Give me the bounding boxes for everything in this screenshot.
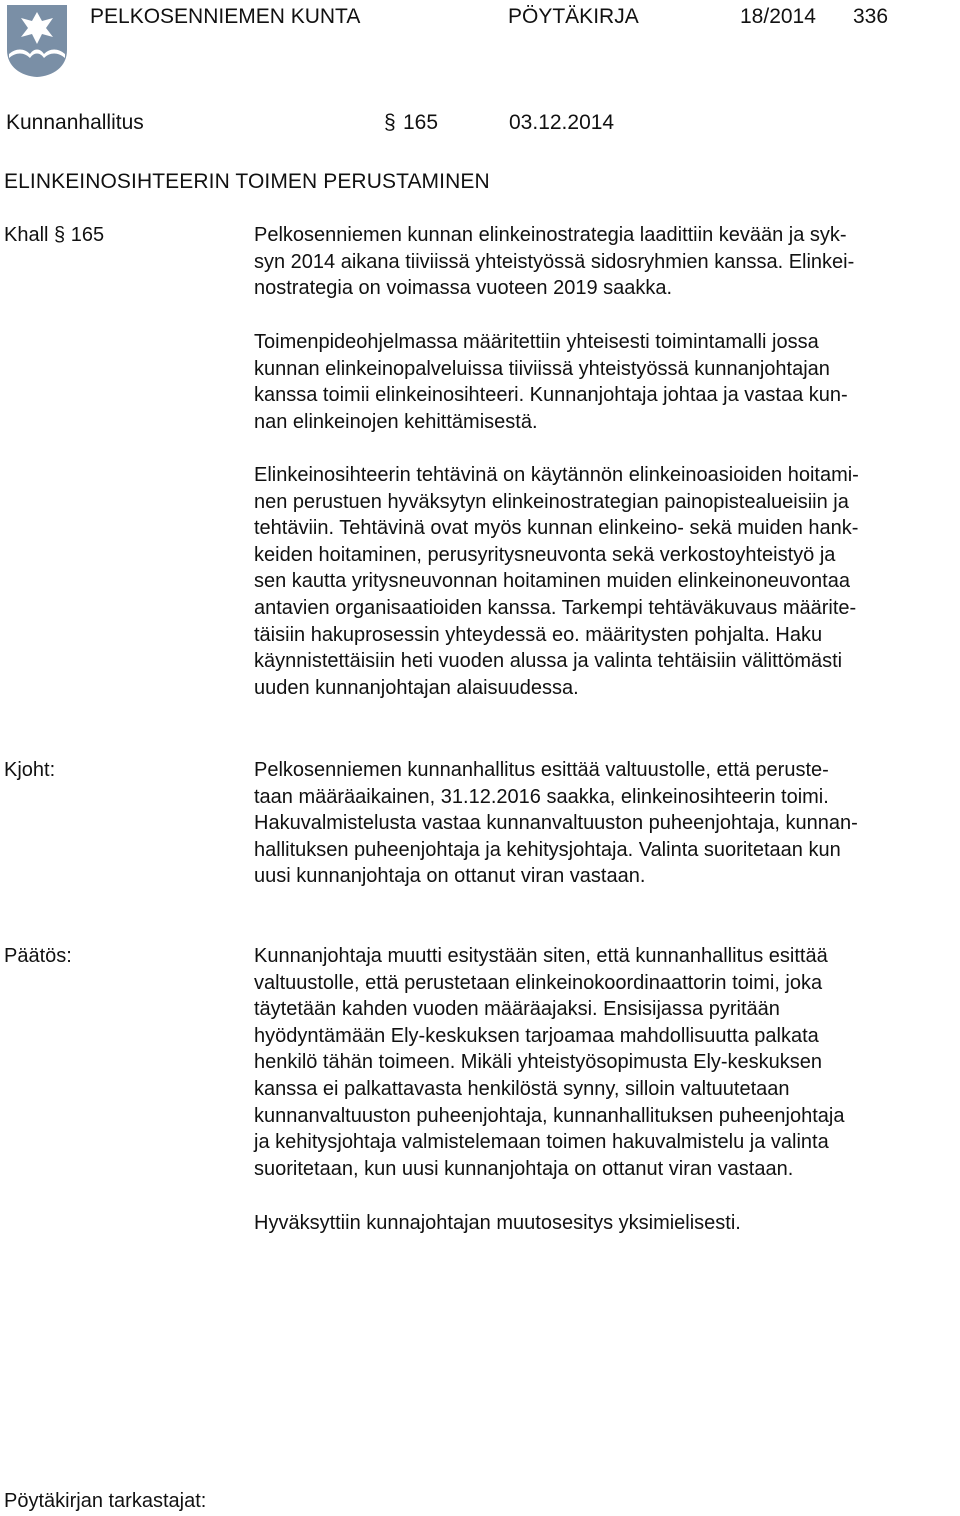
page-title: ELINKEINOSIHTEERIN TOIMEN PERUSTAMINEN — [4, 170, 490, 193]
section-symbol: § — [384, 111, 396, 134]
paatos-paragraph-1: Kunnanjohtaja muutti esitystään siten, että kunnanhallitus esittää valtuustolle, että perustetaan elinkeinokoordinaattorin toimi, joka täytetään kahden vuoden määräajaksi. Ensisijassa pyritään hyödyntämään Ely-keskuksen tarjoamaa mahdollisuutta palkata henkilö tähän toimeen. Mikäli yhteistyösopimusta Ely-keskuksen kanssa ei palkattavasta henkilöstä synny, silloin valtuutetaan kunnanvaltuuston puheenjohtaja, kunnanhallituksen puheenjohtaja ja kehitysjohtaja valmistelemaan toimen hakuvalmistelu ja valinta suoritetaan, kun uusi kunnanjohtaja on ottanut viran vastaan. — [254, 945, 845, 1180]
body-name: Kunnanhallitus — [6, 111, 144, 134]
paatos-paragraph-2: Hyväksyttiin kunnajohtajan muutosesitys yksimielisesti. — [254, 1212, 741, 1234]
header-municipality: PELKOSENNIEMEN KUNTA — [90, 5, 361, 28]
paatos-label: Päätös: — [4, 945, 72, 967]
section-number: 165 — [403, 111, 439, 134]
khall-paragraph-1: Pelkosenniemen kunnan elinkeinostrategia laadittiin kevään ja syk- syn 2014 aikana tiiviissä yhteistyössä sidosryhmien kanssa. Elinkei- nostrategia on voimassa vuoteen 2019 saakka. — [254, 224, 855, 300]
khall-label: Khall § 165 — [4, 224, 105, 246]
header-protocol-number: 18/2014 — [740, 5, 816, 28]
kjoht-label: Kjoht: — [4, 759, 56, 781]
khall-paragraph-2: Toimenpideohjelmassa määritettiin yhteisesti toimintamalli jossa kunnan elinkeinopalveluissa tiiviissä yhteistyössä kunnanjohtajan kanssa toimii elinkeinosihteeri. Kunnanjohtaja johtaa ja vastaa kun- nan elinkeinojen kehittämisestä. — [254, 331, 848, 433]
meeting-date: 03.12.2014 — [509, 111, 615, 134]
header-document-type: PÖYTÄKIRJA — [508, 5, 639, 28]
header-page-number: 336 — [853, 5, 889, 28]
khall-paragraph-3: Elinkeinosihteerin tehtävinä on käytännön elinkeinoasioiden hoitami- nen perustuen hyväksytyn elinkeinostrategian painopistealueisiin ja tehtäviin. Tehtävinä ovat myös kunnan elinkeino- sekä muiden hank- keiden hoitaminen, perusyritysneuvonta sekä verkostoyhteistyö ja sen kautta yritysneuvonnan hoitaminen muiden elinkeinoneuvontaa antavien organisaatioiden kanssa. Tarkempi tehtäväkuvaus määrite- täisiin hakuprosessin yhteydessä eo. määritysten pohjalta. Haku käynnistettäisiin heti vuoden alussa ja valinta tehtäisiin välittömästi uuden kunnanjohtajan alaisuudessa. — [254, 464, 859, 699]
section-symbol: § — [54, 224, 66, 246]
kjoht-proposal: Pelkosenniemen kunnanhallitus esittää valtuustolle, että peruste- taan määräaikainen, 31.12.2016 saakka, elinkeinosihteerin toimi. Hakuvalmistelusta vastaa kunnanvaltuuston puheenjohtaja, kunnan- hallituksen puheenjohtaja ja kehitysjohtaja. Valinta suoritetaan kun uusi kunnanjohtaja on ottanut viran vastaan. — [254, 759, 858, 888]
municipal-coat-of-arms-icon — [6, 4, 68, 78]
minutes-reviewers-label: Pöytäkirjan tarkastajat: — [4, 1490, 207, 1512]
